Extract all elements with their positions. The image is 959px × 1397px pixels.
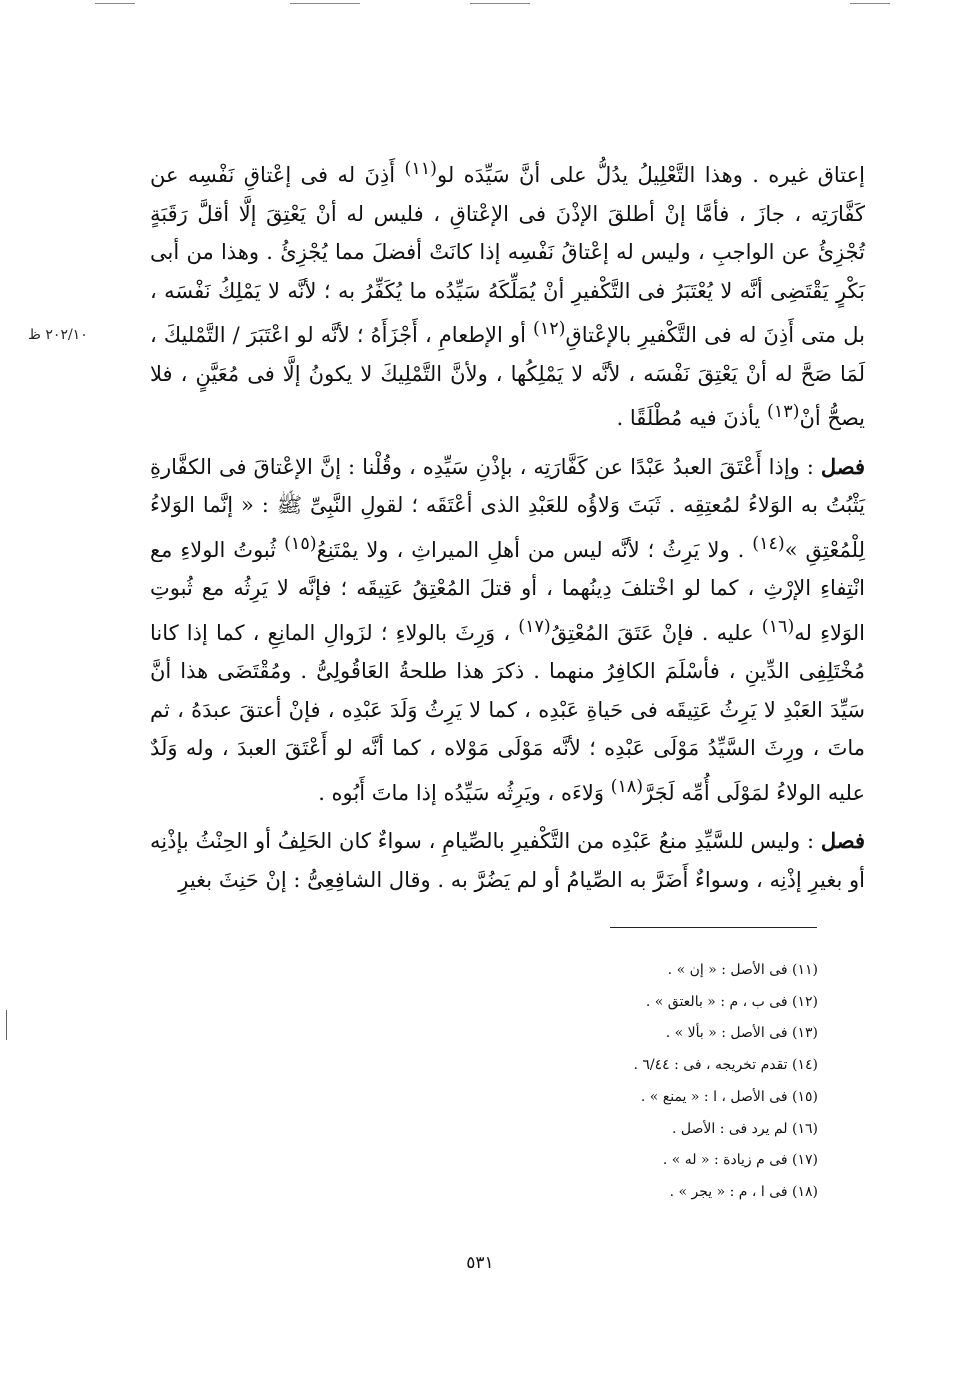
footnote: (١٥) فى الأصل ، ا : « يمنع » . (640, 1088, 818, 1105)
footnote: (١٢) فى ب ، م : « بالعتق » . (645, 993, 818, 1010)
fasl-paragraph-1 (150, 448, 865, 813)
footnote: (١٨) فى ا ، م : « يجر » . (669, 1183, 818, 1200)
fasl-heading: فصل (820, 828, 865, 853)
footnote-separator (610, 927, 817, 928)
top-rule-left (95, 3, 135, 4)
top-rule-right (470, 3, 530, 4)
opening-paragraph: إعتاق غيره . وهذا التَّعْلِيلُ يدُلُّ على أنَّ سَيِّدَه لو$^{(١١)}$ أَذِنَ له فى إعْتاقِ نَفْسِه عن كَفَّارَتِه ، جازَ ، فأمَّا إنْ أطلقَ الإذْنَ فى الإعْتاقِ ، فليس له أنْ يَعْتِقَ إلَّا أقلَّ رَقَبَةٍ تُجْزِئُ عن الواجبِ ، وليس له إعْتاقُ نَفْسِه إذا كانَتْ أفضلَ مما يُجْزِئُ . وهذا من أبى بَكْرٍ يَقْتَضِى أنَّه لا يُعْتَبَرُ فى التَّكْفيرِ أنْ يُمَلِّكَهُ سَيِّدُه ما يُكَفِّرُ به ؛ لأنَّه لا يَمْلِكُ نَفْسَه ، بل متى أَذِنَ له فى التَّكْفيرِ بالإعْتاقِ$^{(١٢)}$ أو الإطعامِ ، أَجْزَأَهُ ؛ لأنَّه لو اعْتَبَرَ / التَّمْليكَ ، لَمَا صَحَّ له أنْ يَعْتِقَ نَفْسَه ، لأنَّه لا يَمْلِكُها ، ولأنَّ التَّمْلِيكَ لا يكونُ إلَّا فى مُعَيَّنٍ ، فلا يصحُّ أنْ$^{(١٣)}$ يأذنَ فيه مُطْلَقًا . (150, 159, 865, 430)
fasl-1-body: : وإذا أَعْتَقَ العبدُ عَبْدًا عن كَفَّارَتِه ، بإذْنِ سَيِّدِه ، وقُلْنا : إنَّ الإعْتاقَ فى الكفَّارةِ يَثْبُتُ به الوَلاءُ لمُعتِقِه . ثَبَتَ وَلاؤُه للعَبْدِ الذى أعْتَقَه ؛ لقولِ النَّبِىِّ ﷺ : « إنَّما الوَلاءُ لِلْمُعْتِقِ »$^{(١٤)}$ . ولا يَرِثُ ؛ لأنَّه ليس من أهلِ الميراثِ ، ولا يمْتَنِعُ$^{(١٥)}$ ثُبوتُ الولاءِ مع انْتِفاءِ الإرْثِ ، كما لو اخْتلفَ دِينُهما ، أو قتلَ المُعْتِقُ عَتِيقَه ؛ فإنَّه لا يَرِثُه مع ثُبوتِ الوَلاءِ له$^{(١٦)}$ عليه . فإنْ عَتَقَ المُعْتِقُ$^{(١٧)}$ ، وَرِثَ بالولاءِ ؛ لزَوالِ المانِعِ ، كما إذا كانا مُخْتَلِفِى الدِّينِ ، فأسْلَمَ الكافِرُ منهما . ذكرَ هذا طلحةُ العَاقُولِىُّ . ومُقْتَضَى هذا أنَّ سَيِّدَ العَبْدِ لا يَرِثُ عَتِيقَه فى حَياةِ عَبْدِه ، كما لا يَرِثُ وَلَدَ عَبْدِه ، فإنْ أعتقَ عبدَهُ ، ثم ماتَ ، ورِثَ السَّيِّدُ مَوْلَى عَبْدِه ؛ لأنَّه مَوْلَى مَوْلاه ، كما أنَّه لو أَعْتَقَ العبدَ ، وله وَلَدٌ عليه الولاءُ لمَوْلَى أُمِّه لَجَرَّ$^{(١٨)}$ وَلاءَه ، ويَرِثُه سَيِّدُه إذا ماتَ أَبُوه . (150, 454, 866, 805)
footnote: (١٣) فى الأصل : « بألا » . (665, 1025, 818, 1042)
fasl-heading: فصل (820, 453, 865, 479)
top-rule-far (850, 3, 890, 4)
fasl-paragraph-2 (150, 822, 865, 899)
scan-mark (6, 1010, 7, 1040)
page-number: ٥٣١ (466, 1253, 494, 1273)
margin-manuscript-reference: ٢٠٢/١٠ ظ (28, 327, 88, 343)
footnote: (١٦) لم يرد فى : الأصل . (671, 1120, 818, 1137)
footnotes (560, 955, 818, 1209)
footnote: (١١) فى الأصل : « إن » . (667, 962, 818, 978)
main-text (150, 150, 865, 899)
footnote: (١٧) فى م زيادة : « له » . (662, 1152, 818, 1169)
footnote: (١٤) تقدم تخريجه ، فى : ٦/٤٤ . (633, 1057, 818, 1074)
top-rule-mid (290, 3, 360, 4)
fasl-2-body: : وليس للسَّيِّدِ منعُ عَبْدِه من التَّكْفيرِ بالصِّيامِ ، سواءٌ كان الحَلِفُ أو الحِنْثُ بإذْنِه أو بغيرِ إذْنِه ، وسواءٌ أَضَرَّ به الصِّيامُ أو لم يَضُرَّ به . وقال الشافِعِىُّ : إنْ حَنِثَ بغيرِ (150, 829, 865, 892)
